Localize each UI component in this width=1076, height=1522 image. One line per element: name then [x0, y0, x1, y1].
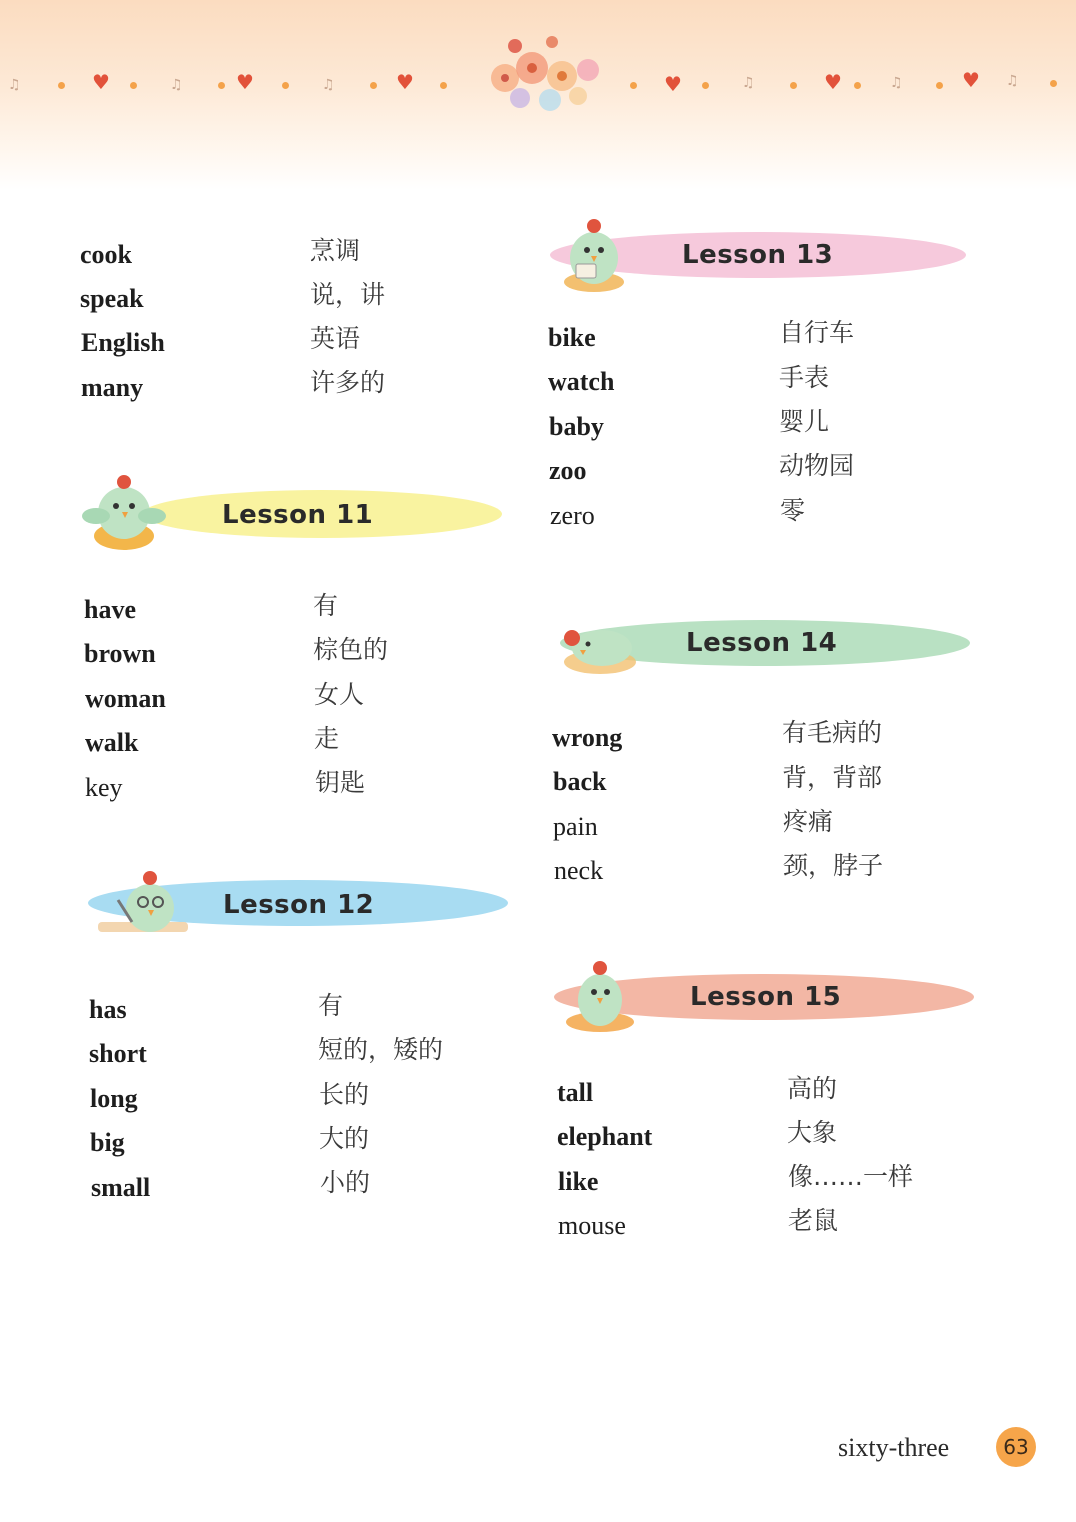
- chinese-meaning: 大的: [319, 1124, 370, 1153]
- lesson-title: Lesson 11: [222, 500, 374, 530]
- chinese-meaning: 有毛病的: [782, 718, 883, 747]
- dot-icon: [630, 82, 637, 89]
- lesson-12-header: [88, 860, 528, 955]
- chinese-meaning: 小的: [320, 1168, 371, 1197]
- heart-icon: ♥: [824, 70, 842, 94]
- chick-mascot-icon: [546, 210, 656, 305]
- chinese-meaning: 颈，脖子: [783, 851, 884, 880]
- english-word: back: [553, 767, 607, 796]
- heart-icon: ♥: [236, 70, 254, 94]
- chinese-meaning: 短的，矮的: [318, 1035, 444, 1064]
- lesson-15-header: [554, 952, 994, 1047]
- flower-bouquet-icon: [470, 28, 610, 118]
- lesson-14-header: [550, 600, 990, 695]
- dot-icon: [282, 82, 289, 89]
- chinese-meaning: 说，讲: [310, 280, 386, 309]
- lesson-11-header: [82, 468, 522, 563]
- english-word: has: [89, 995, 127, 1024]
- heart-icon: ♥: [664, 72, 682, 96]
- chick-mascot-icon: [82, 468, 192, 563]
- english-word: many: [81, 373, 144, 402]
- english-word: watch: [548, 367, 615, 396]
- chick-mascot-icon: [550, 600, 660, 695]
- bell-icon: ♫: [1006, 73, 1019, 89]
- heart-icon: ♥: [396, 70, 414, 94]
- english-word: woman: [85, 684, 166, 713]
- chinese-meaning: 大象: [787, 1118, 838, 1147]
- english-word: zero: [550, 501, 595, 530]
- english-word: pain: [553, 812, 598, 841]
- english-word: mouse: [558, 1211, 626, 1240]
- dot-icon: [854, 82, 861, 89]
- bell-icon: ♫: [890, 75, 903, 91]
- chinese-meaning: 烹调: [310, 236, 361, 265]
- english-word: key: [85, 773, 123, 802]
- english-word: baby: [549, 412, 604, 441]
- page-number-badge: 63: [996, 1427, 1036, 1467]
- page-number-words: sixty-three: [838, 1433, 950, 1462]
- bell-icon: ♫: [170, 77, 183, 93]
- chinese-meaning: 许多的: [310, 368, 386, 397]
- lesson-title: Lesson 14: [686, 628, 838, 658]
- english-word: cook: [80, 240, 132, 269]
- english-word: zoo: [549, 456, 587, 485]
- dot-icon: [440, 82, 447, 89]
- chinese-meaning: 钥匙: [315, 768, 366, 797]
- chinese-meaning: 零: [780, 496, 806, 525]
- dot-icon: [790, 82, 797, 89]
- chinese-meaning: 有: [318, 991, 344, 1020]
- bell-icon: ♫: [8, 77, 21, 93]
- chinese-meaning: 女人: [314, 680, 365, 709]
- chick-mascot-icon: [88, 860, 198, 955]
- dot-icon: [1050, 80, 1057, 87]
- chinese-meaning: 动物园: [779, 451, 855, 480]
- english-word: tall: [557, 1078, 594, 1107]
- dot-icon: [58, 82, 65, 89]
- bell-icon: ♫: [322, 77, 335, 93]
- bell-icon: ♫: [742, 75, 755, 91]
- english-word: have: [84, 595, 136, 624]
- chinese-meaning: 婴儿: [779, 407, 830, 436]
- english-word: elephant: [557, 1122, 653, 1151]
- english-word: bike: [548, 323, 596, 352]
- chinese-meaning: 背，背部: [782, 763, 883, 792]
- chick-mascot-icon: [554, 952, 664, 1047]
- chinese-meaning: 手表: [779, 363, 830, 392]
- english-word: big: [90, 1128, 125, 1157]
- chinese-meaning: 老鼠: [788, 1206, 839, 1235]
- lesson-title: Lesson 15: [690, 982, 842, 1012]
- heart-icon: ♥: [92, 70, 110, 94]
- chinese-meaning: 有: [313, 591, 339, 620]
- dot-icon: [218, 82, 225, 89]
- english-word: English: [81, 328, 165, 357]
- dot-icon: [702, 82, 709, 89]
- chinese-meaning: 长的: [319, 1080, 370, 1109]
- english-word: neck: [554, 856, 604, 885]
- english-word: brown: [84, 639, 156, 668]
- english-word: wrong: [552, 723, 623, 752]
- dot-icon: [130, 82, 137, 89]
- chinese-meaning: 自行车: [779, 318, 855, 347]
- english-word: walk: [85, 728, 139, 757]
- dot-icon: [370, 82, 377, 89]
- chinese-meaning: 英语: [310, 324, 361, 353]
- english-word: small: [91, 1173, 151, 1202]
- lesson-title: Lesson 13: [682, 240, 834, 270]
- dot-icon: [936, 82, 943, 89]
- chinese-meaning: 疼痛: [783, 807, 834, 836]
- english-word: speak: [80, 284, 144, 313]
- chinese-meaning: 棕色的: [313, 635, 389, 664]
- heart-icon: ♥: [962, 68, 980, 92]
- chinese-meaning: 像……一样: [788, 1162, 914, 1191]
- english-word: like: [558, 1167, 599, 1196]
- lesson-title: Lesson 12: [223, 890, 375, 920]
- chinese-meaning: 高的: [787, 1074, 838, 1103]
- english-word: short: [89, 1039, 147, 1068]
- chinese-meaning: 走: [314, 724, 340, 753]
- lesson-13-header: [546, 210, 986, 305]
- english-word: long: [90, 1084, 138, 1113]
